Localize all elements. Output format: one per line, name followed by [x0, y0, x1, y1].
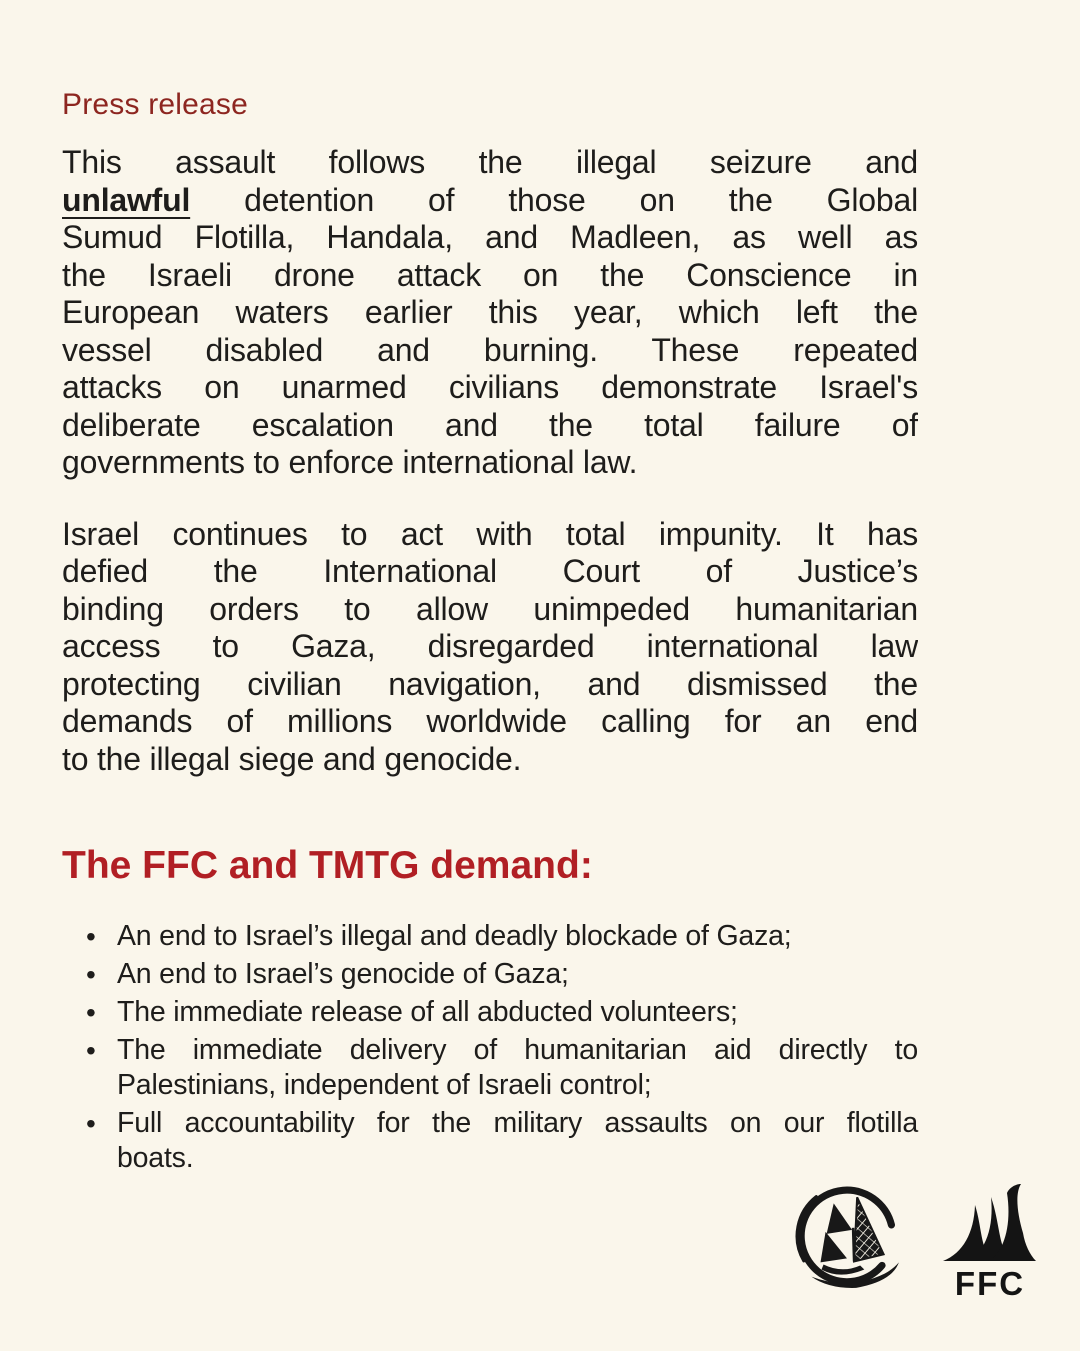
intro-paragraph: [62, 144, 918, 482]
paragraph-line: governments to enforce international law.: [62, 444, 638, 480]
ffc-logo: [931, 1183, 1049, 1300]
demand-item: [62, 957, 918, 992]
paragraph-line: defied the International Court of Justice’s: [62, 553, 918, 589]
demand-item: [62, 1106, 918, 1176]
paragraph-line: deliberate escalation and the total failure of: [62, 406, 918, 443]
bullet-icon: •: [86, 997, 96, 1028]
paragraph-line: binding orders to allow unimpeded humanitarian: [62, 590, 918, 627]
ffc-logo-label: FFC: [954, 1265, 1026, 1302]
demand-item: [62, 1033, 918, 1103]
bullet-icon: •: [86, 921, 96, 952]
paragraph-line: protecting civilian navigation, and dismissed the: [62, 665, 918, 702]
paragraph-line-rest: detention of those on the Global: [244, 181, 918, 218]
demand-text: The immediate release of all abducted volunteers;: [117, 996, 738, 1028]
demand-text: An end to Israel’s genocide of Gaza;: [117, 958, 569, 990]
paragraph-line: [62, 182, 918, 220]
demand-text: boats.: [117, 1142, 194, 1174]
demands-heading: The FFC and TMTG demand:: [62, 844, 593, 887]
footer-logos: [793, 1183, 1059, 1300]
demand-text: Full accountability for the military assaults on our flotilla: [117, 1107, 918, 1139]
demand-text: The immediate delivery of humanitarian aid directly to: [117, 1034, 918, 1066]
paragraph-line: Israel continues to act with total impunity. It has: [62, 515, 918, 552]
paragraph-line: demands of millions worldwide calling for an end: [62, 703, 918, 739]
bullet-icon: •: [86, 1108, 96, 1139]
paragraph-line: the Israeli drone attack on the Conscience in: [62, 256, 918, 293]
unlawful-emphasis: unlawful: [62, 181, 191, 218]
bullet-icon: •: [86, 1035, 96, 1066]
impunity-paragraph: [62, 516, 918, 779]
bullet-icon: •: [86, 959, 96, 990]
demands-list: [62, 919, 918, 1176]
demand-item: [62, 995, 918, 1030]
ffc-sails-icon: [935, 1183, 1045, 1265]
paragraph-line: Sumud Flotilla, Handala, and Madleen, as well as: [62, 219, 918, 255]
demand-item: [62, 919, 918, 954]
paragraph-line: to the illegal siege and genocide.: [62, 740, 522, 777]
paragraph-line: European waters earlier this year, which left the: [62, 294, 918, 330]
demand-text: An end to Israel’s illegal and deadly blockade of Gaza;: [117, 920, 792, 952]
demand-text: Palestinians, independent of Israeli control;: [117, 1069, 652, 1101]
paragraph-line: access to Gaza, disregarded international law: [62, 628, 918, 664]
press-release-label: Press release: [62, 88, 249, 121]
paragraph-line: vessel disabled and burning. These repeated: [62, 331, 918, 368]
tmtg-sailboats-logo-icon: [793, 1183, 905, 1295]
paragraph-line: attacks on unarmed civilians demonstrate Israel's: [62, 369, 918, 405]
paragraph-line: This assault follows the illegal seizure and: [62, 144, 918, 180]
